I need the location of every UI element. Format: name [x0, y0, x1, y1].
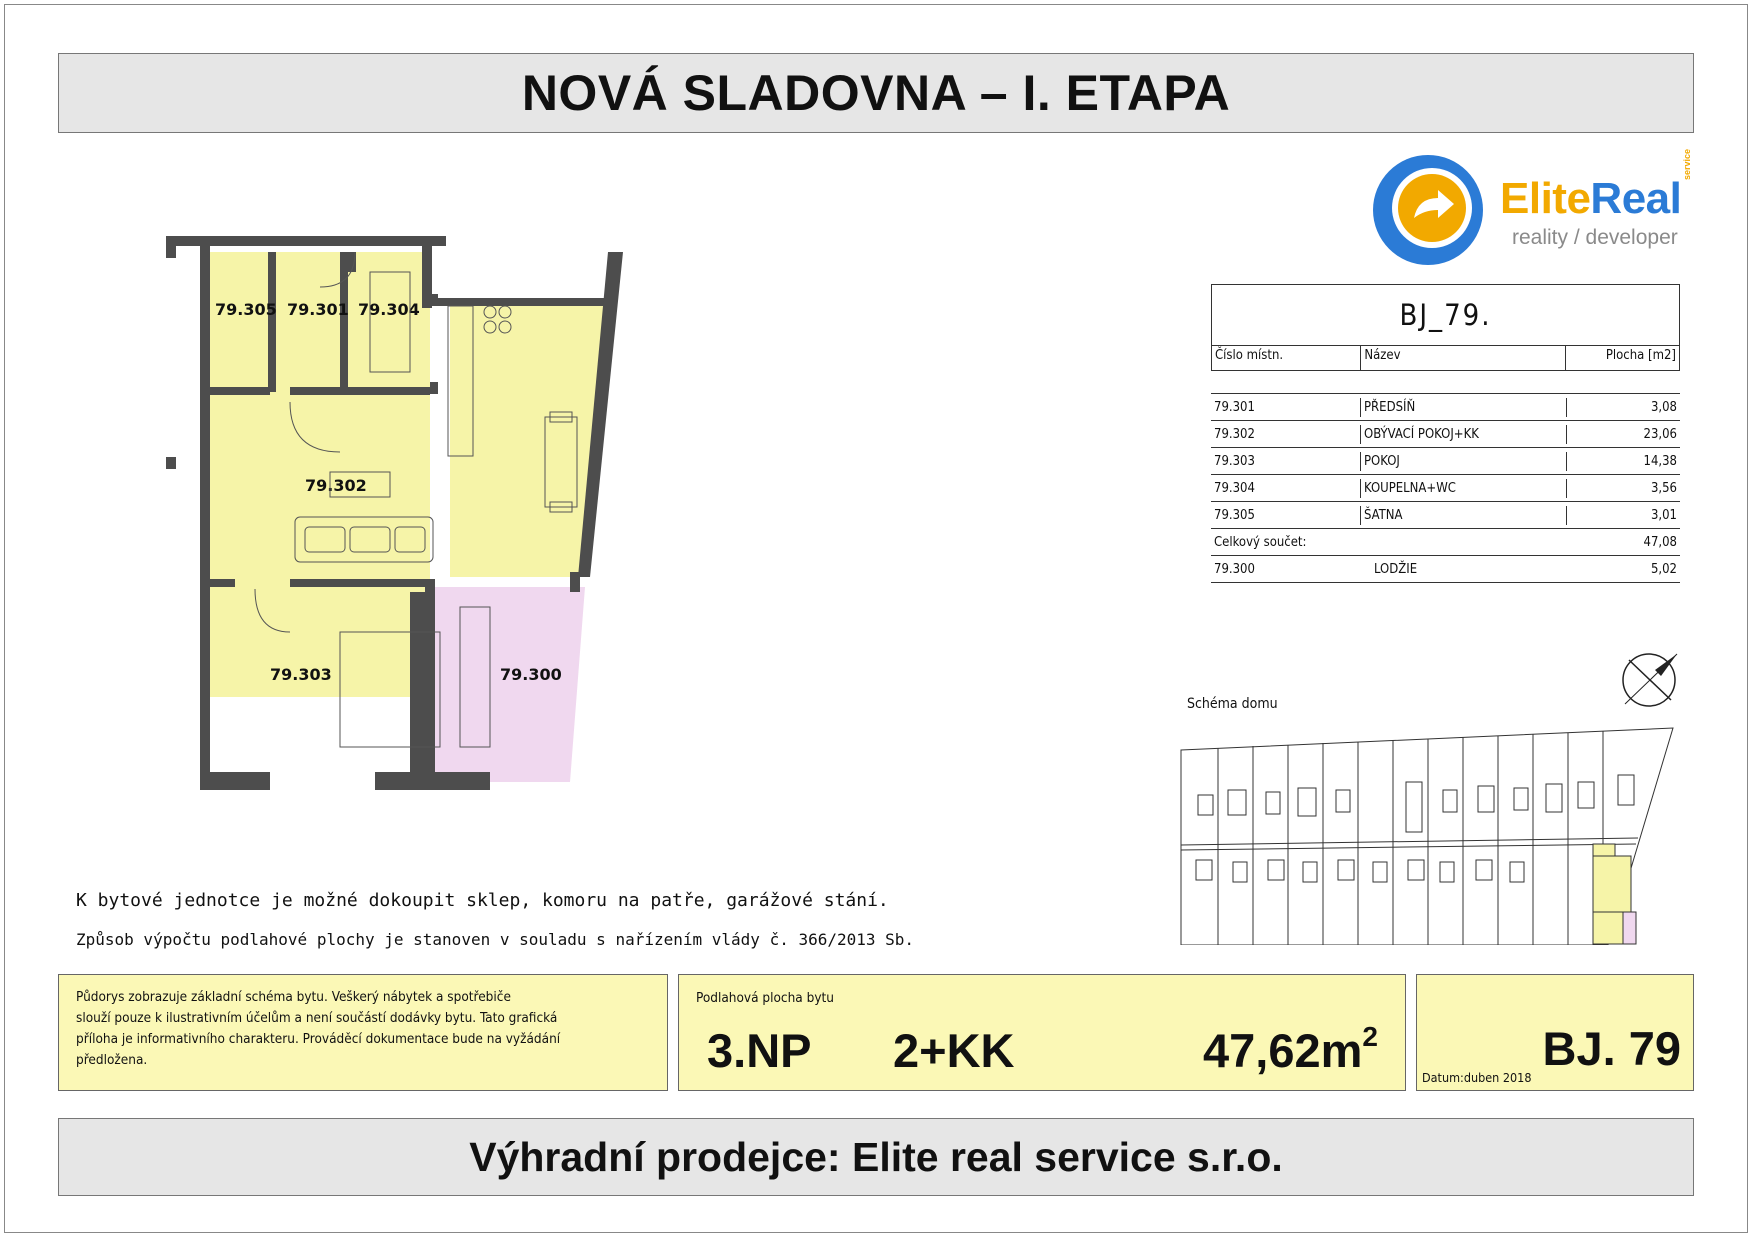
disclaimer-line: příloha je informativního charakteru. Prováděcí dokumentace bude na vyžádání: [76, 1031, 561, 1047]
room-area: 3,56: [1650, 480, 1677, 496]
unit-code-box: [1416, 974, 1694, 1091]
total-area: 47,08: [1643, 534, 1677, 550]
loggia-name: LODŽIE: [1374, 561, 1418, 577]
disclaimer-box: [58, 974, 668, 1091]
area-number: 47,62m: [1203, 1024, 1363, 1077]
logo-tagline: reality / developer: [1512, 226, 1678, 249]
header-area: Plocha [m2]: [1605, 348, 1676, 363]
layout-value: 2+KK: [893, 1024, 1015, 1077]
total-row: [1211, 529, 1680, 556]
room-label-79304: 79.304: [358, 300, 420, 319]
room-label-79302: 79.302: [305, 476, 367, 495]
room-label-79301: 79.301: [287, 300, 349, 319]
logo-circle-icon: [1370, 152, 1486, 267]
page-title: NOVÁ SLADOVNA – I. ETAPA: [58, 53, 1694, 133]
total-label: Celkový součet:: [1214, 534, 1307, 550]
room-name: ŠATNA: [1361, 506, 1567, 525]
room-area: 3,08: [1650, 399, 1677, 415]
table-body: [1211, 393, 1680, 583]
room-name: KOUPELNA+WC: [1361, 479, 1567, 498]
disclaimer-line: předložena.: [76, 1052, 148, 1068]
date-label: Datum:duben 2018: [1422, 1070, 1532, 1085]
summary-box: [678, 974, 1406, 1091]
table-row: [1211, 475, 1680, 502]
header-number: Číslo místn.: [1212, 346, 1361, 370]
floor-plan: [160, 212, 650, 797]
logo-real-text: Real: [1590, 174, 1682, 223]
disclaimer-text: [76, 987, 656, 1071]
disclaimer-line: slouží pouze k ilustrativním účelům a není součástí dodávky bytu. Tato grafická: [76, 1010, 558, 1026]
purchase-note: K bytové jednotce je možné dokoupit sklep, komoru na patře, garážové stání.: [76, 890, 889, 911]
building-schema: [1178, 720, 1684, 945]
header-name: Název: [1361, 346, 1566, 370]
disclaimer-line: Půdorys zobrazuje základní schéma bytu. Veškerý nábytek a spotřebiče: [76, 989, 511, 1005]
room-label-79300: 79.300: [500, 665, 562, 684]
room-area: 14,38: [1643, 453, 1677, 469]
north-arrow-icon: [1621, 650, 1681, 710]
area-value: [1203, 1023, 1378, 1078]
table-row: [1211, 448, 1680, 475]
area-label: Podlahová plocha bytu: [696, 990, 834, 1006]
room-number: 79.301: [1211, 398, 1361, 417]
logo-wordmark: [1500, 174, 1681, 224]
calculation-note: Způsob výpočtu podlahové plochy je stanoven v souladu s nařízením vlády č. 366/2013 Sb.: [76, 930, 915, 949]
room-name: OBÝVACÍ POKOJ+KK: [1361, 425, 1567, 444]
logo-elite-text: Elite: [1500, 174, 1591, 223]
room-number: 79.302: [1211, 425, 1361, 444]
room-area: 23,06: [1643, 426, 1677, 442]
table-row: [1211, 421, 1680, 448]
floor-value: 3.NP: [707, 1024, 812, 1077]
room-table: [1211, 284, 1680, 583]
room-name: PŘEDSÍŇ: [1361, 398, 1567, 417]
table-header: [1211, 345, 1680, 371]
unit-table-title: BJ_79.: [1211, 284, 1680, 345]
loggia-fill: [435, 587, 585, 782]
room-label-79305: 79.305: [215, 300, 277, 319]
logo-service-text: service: [1682, 148, 1692, 180]
schema-label: Schéma domu: [1187, 696, 1278, 712]
loggia-number: 79.300: [1214, 561, 1255, 577]
loggia-row: [1211, 556, 1680, 583]
room-name: POKOJ: [1361, 452, 1567, 471]
table-row: [1211, 502, 1680, 529]
room-number: 79.304: [1211, 479, 1361, 498]
room-number: 79.303: [1211, 452, 1361, 471]
loggia-area: 5,02: [1650, 561, 1677, 577]
footer-seller: Výhradní prodejce: Elite real service s.r.o.: [58, 1118, 1694, 1196]
table-row: [1211, 394, 1680, 421]
room-area: 3,01: [1650, 507, 1677, 523]
room-number: 79.305: [1211, 506, 1361, 525]
area-unit-sup: 2: [1362, 1021, 1378, 1052]
unit-code: BJ. 79: [1542, 1022, 1681, 1075]
room-label-79303: 79.303: [270, 665, 332, 684]
elite-real-logo: [1370, 148, 1700, 267]
